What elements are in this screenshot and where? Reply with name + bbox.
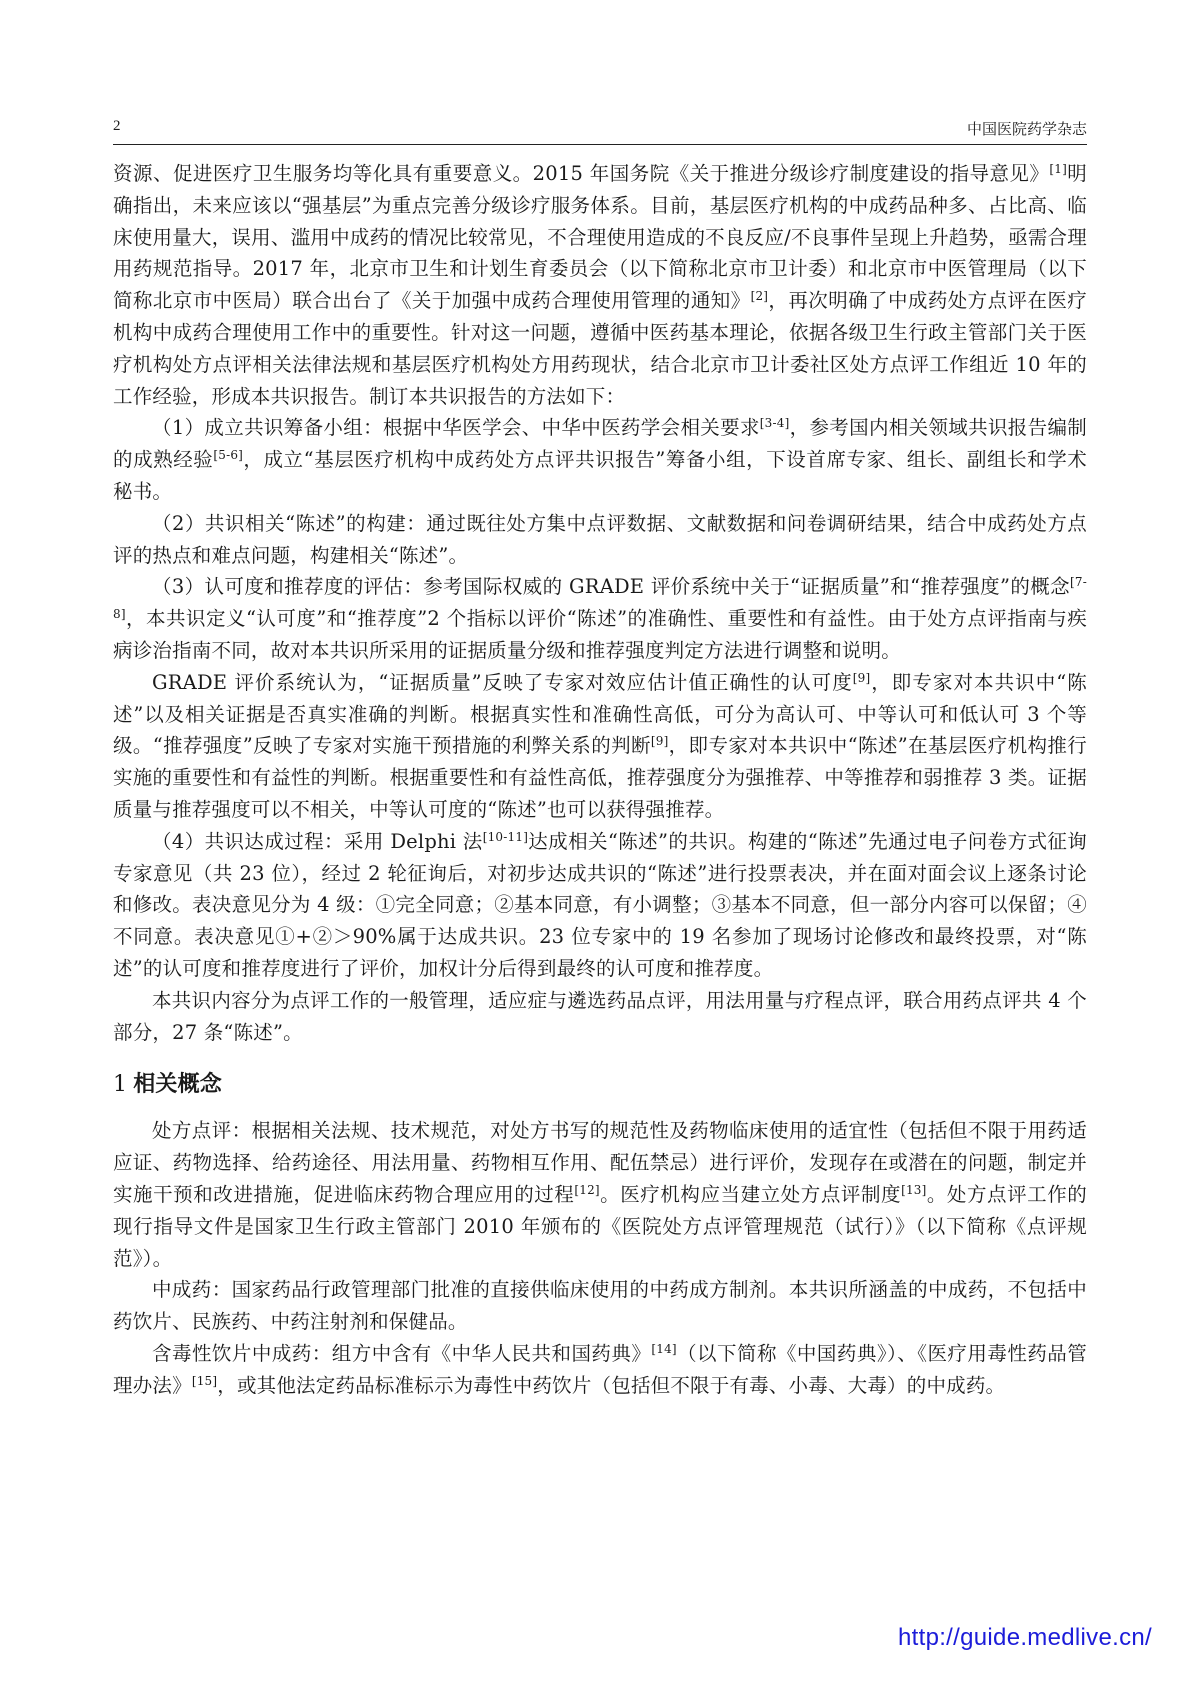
text-run: ，本共识定义“认可度”和“推荐度”2 个指标以评价“陈述”的准确性、重要性和有益性。由于处方点评指南与疾病诊治指南不同，故对本共识所采用的证据质量分级和推荐强度判定方法进行调整和说明。: [113, 607, 1087, 662]
text-run: 含毒性饮片中成药：组方中含有《中华人民共和国药典》: [152, 1341, 652, 1365]
section-number: 1: [113, 1072, 128, 1098]
paragraph-method-4: [113, 826, 1087, 985]
paragraph-method-2: [113, 508, 1087, 572]
paragraph-grade: [113, 667, 1087, 826]
citation: [3-4]: [759, 416, 790, 431]
citation: [1]: [1049, 162, 1068, 176]
paragraph-definition-prescription-review: [113, 1115, 1087, 1274]
text-run: 本共识内容分为点评工作的一般管理，适应症与遴选药品点评，用法用量与疗程点评，联合用药点评共 4 个部分，27 条“陈述”。: [113, 988, 1087, 1044]
text-run: （1）成立共识筹备小组：根据中华医学会、中华中医药学会相关要求: [152, 416, 760, 440]
paragraph-method-3: [113, 571, 1087, 666]
citation: [10-11]: [482, 829, 529, 844]
text-run: ，参考国内相关领域共识报告编制的成熟经验: [113, 416, 1087, 472]
citation: [9]: [852, 670, 871, 685]
citation: [13]: [901, 1182, 927, 1197]
text-run: ，或其他法定药品标准标示为毒性中药饮片（包括但不限于有毒、小毒、大毒）的中成药。: [217, 1373, 1006, 1397]
text-run: 处方点评：根据相关法规、技术规范，对处方书写的规范性及药物临床使用的适宜性（包括但不限于用药适应证、药物选择、给药途径、用法用量、药物相互作用、配伍禁忌）进行评价，发现存在或潜在的问题，制定并实施干预和改进措施，促进临床药物合理应用的过程: [113, 1119, 1087, 1206]
text-run: （3）认可度和推荐度的评估：参考国际权威的 GRADE 评价系统中关于“证据质量”和“推荐强度”的概念: [152, 575, 1071, 599]
journal-name: 中国医院药学杂志: [966, 120, 1087, 138]
text-run: 中成药：国家药品行政管理部门批准的直接供临床使用的中药成方制剂。本共识所涵盖的中成药，不包括中药饮片、民族药、中药注射剂和保健品。: [113, 1278, 1087, 1334]
text-run: ，即专家对本共识中“陈述”以及相关证据是否真实准确的判断。根据真实性和准确性高低，可分为高认可、中等认可和低认可 3 个等级。“推荐强度”反映了专家对实施干预措施的利弊关系的判断: [113, 670, 1088, 758]
page-number: 2: [113, 118, 121, 134]
citation: [12]: [574, 1182, 600, 1197]
citation: [7-8]: [113, 575, 1087, 622]
watermark-url: http://guide.medlive.cn/: [897, 1624, 1152, 1651]
text-run: （2）共识相关“陈述”的构建：通过既往处方集中点评数据、文献数据和问卷调研结果，结合中成药处方点评的热点和难点问题，构建相关“陈述”。: [113, 511, 1087, 567]
text-run: （4）共识达成过程：采用 Delphi 法: [152, 829, 483, 853]
paragraph-method-1: [113, 412, 1087, 507]
section-title: 相关概念: [133, 1071, 223, 1098]
citation: [9]: [650, 734, 669, 749]
paragraph-definition-chinese-patent-medicine: [113, 1274, 1087, 1338]
page-header: [113, 118, 1087, 145]
text-run: GRADE 评价系统认为，“证据质量”反映了专家对效应估计值正确性的认可度: [152, 670, 853, 694]
text-run: ，即专家对本共识中“陈述”在基层医疗机构推行实施的重要性和有益性的判断。根据重要性和有益性高低，推荐强度分为强推荐、中等推荐和弱推荐 3 类。证据质量与推荐强度可以不相关，中等认可度的“陈述”也可以获得强推荐。: [113, 734, 1087, 821]
paragraph-definition-toxic: [113, 1338, 1087, 1402]
text-run: 。处方点评工作的现行指导文件是国家卫生行政主管部门 2010 年颁布的《医院处方点评管理规范（试行）》（以下简称《点评规范》）。: [113, 1182, 1087, 1270]
citation: [14]: [651, 1341, 677, 1356]
text-run: 达成相关“陈述”的共识。构建的“陈述”先通过电子问卷方式征询专家意见（共 23 位），经过 2 轮征询后，对初步达成共识的“陈述”进行投票表决，并在面对面会议上逐条讨论和修改。表决意见分为 4 级：①完全同意；②基本同意，有小调整；③基本不同意，但一部分内容可以保留；④不同意。表决意见①+②＞90%属于达成共识。23 位专家中的 19 名参加了现场讨论修改和最终投票，对“陈述”的认可度和推荐度进行了评价，加权计分后得到最终的认可度和推荐度。: [113, 829, 1087, 980]
citation: [5-6]: [213, 448, 244, 463]
text-run: （以下简称《中国药典》）、《医疗用毒性药品管理办法》: [113, 1341, 1087, 1397]
citation: [15]: [191, 1373, 218, 1388]
text-run: 。医疗机构应当建立处方点评制度: [599, 1182, 902, 1206]
paragraph-intro: [113, 158, 1087, 412]
text-run: 明确指出，未来应该以“强基层”为重点完善分级诊疗服务体系。目前，基层医疗机构的中成药品种多、占比高、临床使用量大，误用、滥用中成药的情况比较常见，不合理使用造成的不良反应/不良事件呈现上升趋势，亟需合理用药规范指导。2017 年，北京市卫生和计划生育委员会（以下简称北京市卫计委）和北京市中医管理局（以下简称北京市中医局）联合出台了《关于加强中成药合理使用管理的通知》: [113, 162, 1087, 313]
citation: [2]: [750, 289, 769, 304]
section-heading: [113, 1068, 1087, 1101]
article-body: [113, 158, 1087, 1401]
text-run: 资源、促进医疗卫生服务均等化具有重要意义。2015 年国务院《关于推进分级诊疗制度建设的指导意见》: [113, 162, 1050, 185]
text-run: ，再次明确了中成药处方点评在医疗机构中成药合理使用工作中的重要性。针对这一问题，遵循中医药基本理论，依据各级卫生行政主管部门关于医疗机构处方点评相关法律法规和基层医疗机构处方用药现状，结合北京市卫计委社区处方点评工作组近 10 年的工作经验，形成本共识报告。制订本共识报告的方法如下：: [113, 289, 1087, 408]
paragraph-scope: [113, 985, 1087, 1049]
text-run: ，成立“基层医疗机构中成药处方点评共识报告”筹备小组，下设首席专家、组长、副组长和学术秘书。: [113, 448, 1087, 503]
